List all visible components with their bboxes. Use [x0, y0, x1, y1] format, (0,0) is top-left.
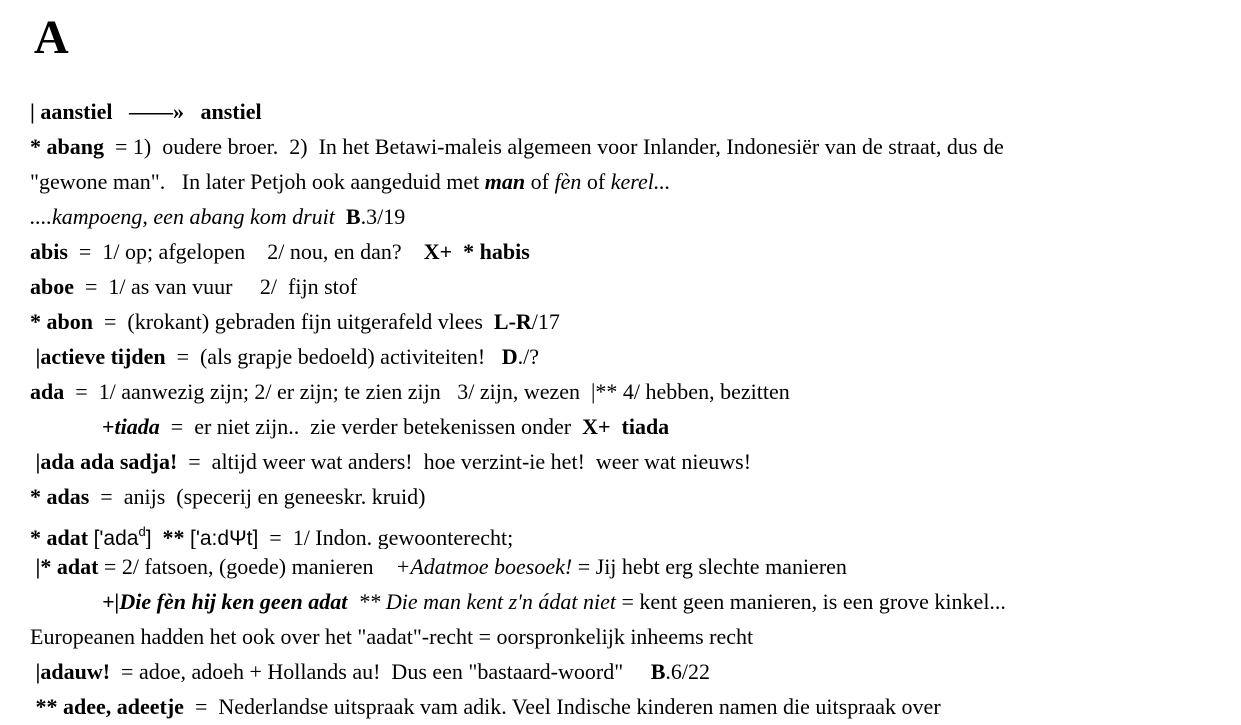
dictionary-line [30, 689, 1231, 724]
text-segment: ....kampoeng, een abang kom druit [30, 204, 335, 229]
text-segment: |* adat [30, 554, 99, 579]
text-segment: ['a:dΨt] [190, 527, 259, 549]
text-segment: tiada [114, 414, 160, 439]
text-segment: ['ada [93, 527, 139, 549]
text-segment: = 1/ aanwezig zijn; 2/ er zijn; te zien zijn 3/ zijn, wezen |** 4/ hebben, bezitten [64, 379, 790, 404]
text-segment: ** adee, adeetje [30, 694, 184, 719]
text-segment: = 1/ op; afgelopen 2/ nou, en dan? [67, 239, 424, 264]
text-segment: aboe [30, 274, 74, 299]
text-segment: * adas [30, 484, 90, 509]
text-segment: = (krokant) gebraden fijn uitgerafeld vlees [92, 309, 494, 334]
text-segment: X+ tiada [582, 414, 670, 439]
dictionary-line [30, 444, 1231, 479]
text-segment: ** [151, 525, 191, 549]
dictionary-line [30, 339, 1231, 374]
dictionary-line [30, 409, 1231, 444]
text-segment: = anijs (specerij en geneeskr. kruid) [89, 484, 426, 509]
dictionary-line [30, 94, 1231, 129]
dictionary-line [30, 374, 1231, 409]
text-segment: = 1) oudere broer. 2) In het Betawi-maleis algemeen voor Inlander, Indonesiër van de straat, dus de [103, 134, 1004, 159]
text-segment: of [525, 169, 555, 194]
text-segment: = 2/ fatsoen, (goede) manieren [98, 554, 396, 579]
text-segment: * abon [30, 309, 93, 334]
section-letter-heading: A [34, 11, 70, 64]
text-segment: = adoe, adoeh + Hollands au! Dus een "bastaard-woord" [110, 659, 651, 684]
text-segment: .3/19 [360, 204, 406, 229]
text-segment: = 1/ as van vuur 2/ fijn stof [74, 274, 358, 299]
text-segment: = (als grapje bedoeld) activiteiten! [165, 344, 502, 369]
dictionary-line [30, 164, 1231, 199]
text-segment: ] [145, 527, 152, 549]
dictionary-line [30, 514, 1231, 549]
text-segment: * adat [30, 525, 94, 549]
text-segment: of [581, 169, 611, 194]
dictionary-line [30, 269, 1231, 304]
text-segment: * abang [30, 134, 104, 159]
dictionary-line [30, 654, 1231, 689]
dictionary-line [30, 304, 1231, 339]
text-segment: ./? [517, 344, 540, 369]
text-segment: X+ * habis [423, 239, 530, 264]
text-segment: |actieve tijden [30, 344, 166, 369]
text-segment: = Nederlandse uitspraak vam adik. Veel Indische kinderen namen die uitspraak over [183, 694, 941, 719]
text-segment: abis [30, 239, 68, 264]
text-segment: "gewone man". In later Petjoh ook aangeduid met [30, 169, 485, 194]
text-segment: fèn [554, 169, 582, 194]
text-segment: +|Die fèn hij ken geen adat [102, 589, 348, 614]
text-segment: B [345, 204, 361, 229]
dictionary-line [30, 129, 1231, 164]
dictionary-lines [30, 94, 1231, 724]
text-segment: d [138, 524, 146, 539]
dictionary-line [30, 199, 1231, 234]
text-segment: .6/22 [665, 659, 711, 684]
text-segment: = 1/ Indon. gewoonterecht; [258, 525, 514, 549]
text-segment: man [484, 169, 526, 194]
text-segment: | aanstiel ——» anstiel [30, 99, 262, 124]
text-segment: + [102, 414, 115, 439]
dictionary-line [30, 479, 1231, 514]
text-segment: |adauw! [30, 659, 111, 684]
dictionary-line [30, 619, 1231, 654]
text-segment: D [501, 344, 518, 369]
text-segment: = altijd weer wat anders! hoe verzint-ie het! weer wat nieuws! [177, 449, 752, 474]
text-segment: kerel... [610, 169, 671, 194]
text-segment: = kent geen manieren, is een grove kinkel... [615, 589, 1006, 614]
text-segment: /17 [531, 309, 560, 334]
dictionary-line [30, 234, 1231, 269]
text-segment: |ada ada sadja! [30, 449, 178, 474]
dictionary-line [30, 549, 1231, 584]
text-segment: = er niet zijn.. zie verder betekenissen onder [159, 414, 583, 439]
text-segment [335, 204, 346, 229]
text-segment: B [650, 659, 666, 684]
text-segment: L-R [493, 309, 532, 334]
text-segment: = Jij hebt erg slechte manieren [572, 554, 847, 579]
text-segment: ** Die man kent z'n ádat niet [347, 589, 616, 614]
text-segment: Europeanen hadden het ook over het "aadat"-recht = oorspronkelijk inheems recht [30, 624, 754, 649]
text-segment: +Adatmoe boesoek! [395, 554, 573, 579]
text-segment: ada [30, 379, 65, 404]
dictionary-line [30, 584, 1231, 619]
